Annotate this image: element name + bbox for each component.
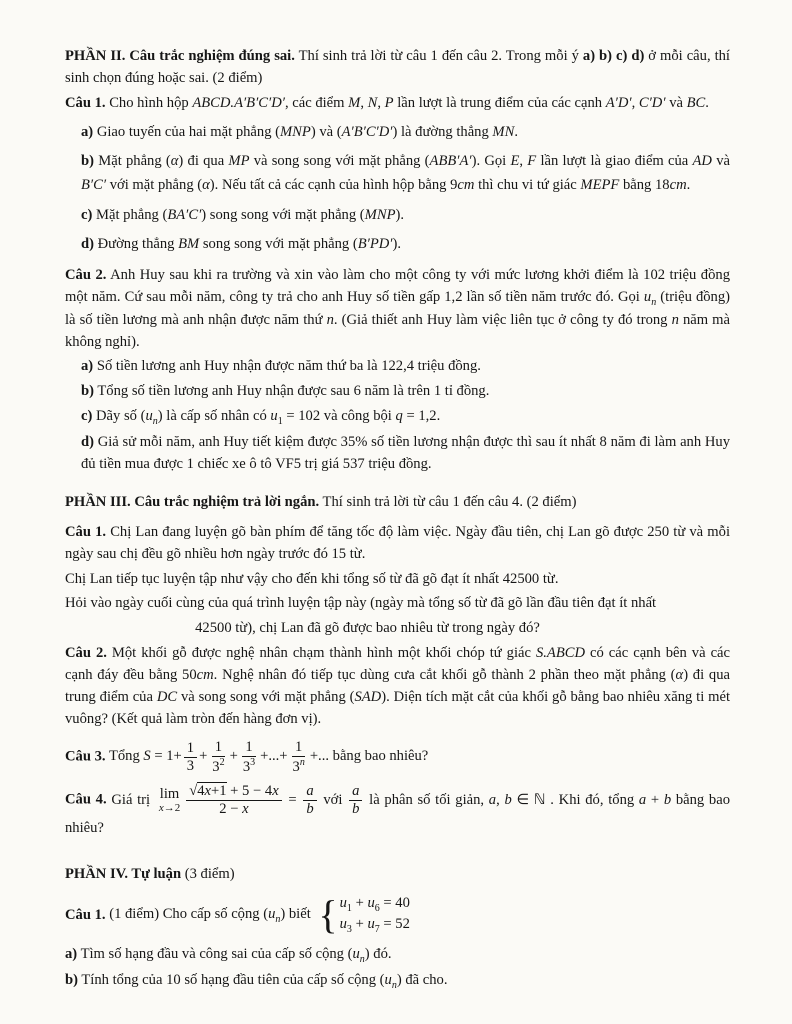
- question-label: Câu 2.: [65, 645, 107, 662]
- item-label: d): [81, 434, 94, 451]
- question-label: Câu 1.: [65, 906, 106, 923]
- item-text: Giao tuyến của hai mặt phẳng (MNP) và (A′B′C′D′) là đường thẳng MN.: [96, 123, 518, 140]
- part2-q1-item-b: [65, 150, 730, 197]
- part3-q1-line4: [65, 618, 730, 640]
- part3-heading-instructions: Thí sinh trả lời từ câu 1 đến câu 4. (2 điểm): [322, 493, 577, 510]
- part2-heading: [65, 46, 730, 90]
- part2-heading-title: PHẦN II. Câu trắc nghiệm đúng sai.: [65, 48, 295, 64]
- part2-q1-item-a: [65, 121, 730, 145]
- part3-q4-stem: [65, 783, 730, 839]
- part2-q2-item-c: [65, 406, 730, 429]
- question-label: Câu 2.: [65, 266, 107, 283]
- item-text: Đường thẳng BM song song với mặt phẳng (B′PD′).: [97, 236, 401, 253]
- part2-q1-item-c: [65, 204, 730, 228]
- part3-q2-stem: [65, 643, 730, 731]
- question-formula: Giá trị lim x→2 $\frac{√4x+1 + 5 - 4x}{2 - x}$ = $\frac{a}{b}$ với $\frac{a}{b}$ là phân số tối giản, a, b ∈ ℕ . Khi đó, tổng a + b bằng bao nhiêu?: [65, 783, 731, 836]
- item-label: b): [81, 383, 94, 400]
- question-text: Một khối gỗ được nghệ nhân chạm thành hình một khối chóp tứ giác S.ABCD có các cạnh bên và các cạnh đáy đều bằng 50cm. Nghệ nhân đó tiếp tục dùng cưa cắt khối gỗ thành 2 phần theo mặt phẳng (α) đi qua trung điểm của DC và song song với mặt phẳng (SAD). Diện tích mặt cắt của khối gỗ bằng bao nhiêu xăng ti mét vuông? (Kết quả làm tròn đến hàng đơn vị).: [65, 645, 731, 727]
- question-label: Câu 1.: [65, 94, 106, 111]
- part2-q1-stem: [65, 93, 730, 115]
- item-text: Dãy số $(u_n)$ là cấp số nhân có $u_1 = 102$ và công bội q = 1,2.: [96, 408, 441, 428]
- question-text: Chị Lan tiếp tục luyện tập như vậy cho đến khi tổng số từ đã gõ đạt ít nhất 42500 từ.: [65, 570, 559, 587]
- item-label: b): [81, 153, 94, 170]
- part4-heading-title: PHẦN IV. Tự luận: [65, 865, 182, 882]
- item-label: c): [81, 408, 93, 425]
- item-label: a): [65, 946, 78, 963]
- part2-q1-item-d: [65, 233, 730, 257]
- question-text: Cho hình hộp ABCD.A′B′C′D′, các điểm M, N, P lần lượt là trung điểm của các cạnh A′D′, C′D′ và BC.: [109, 94, 709, 111]
- part3-q1-stem: [65, 522, 730, 566]
- question-label: Câu 4.: [65, 791, 107, 808]
- part3-q3-stem: [65, 739, 730, 775]
- item-label: c): [81, 206, 93, 223]
- part4-heading: [65, 864, 730, 886]
- part4-q1-stem: [65, 894, 730, 937]
- question-label: Câu 3.: [65, 748, 106, 765]
- part3-q1-line2: [65, 569, 730, 591]
- part2-q2-item-d: [65, 432, 730, 476]
- item-label: b): [65, 972, 78, 989]
- part2-q2-item-a: [65, 356, 730, 378]
- item-text: Mặt phẳng (α) đi qua MP và song song với mặt phẳng (ABB′A′). Gọi E, F lần lượt là giao điểm của AD và B′C′ với mặt phẳng (α). Nếu tất cả các cạnh của hình hộp bằng 9cm thì chu vi tứ giác MEPF bằng 18cm.: [81, 153, 730, 193]
- question-formula: (1 điểm) Cho cấp số cộng $(u_n)$ biết { $u_1 + u_6 = 40$ $u_3 + u_7 = 52$: [109, 892, 410, 937]
- part4-q1-item-b: [65, 970, 730, 993]
- item-text: Mặt phẳng (BA′C′) song song với mặt phẳng (MNP).: [96, 206, 404, 223]
- item-text: Tổng số tiền lương anh Huy nhận được sau 6 năm là trên 1 tỉ đồng.: [97, 383, 490, 400]
- part4-q1-item-a: [65, 944, 730, 967]
- part2-heading-instructions: Thí sinh trả lời từ câu 1 đến câu 2. Trong mỗi ý a) b) c) d) ở mỗi câu, thí sinh chọn đúng hoặc sai. (2 điểm): [65, 48, 730, 86]
- question-text: Chị Lan đang luyện gõ bàn phím để tăng tốc độ làm việc. Ngày đầu tiên, chị Lan gõ được 250 từ và mỗi ngày sau chị đều gõ nhiều hơn ngày trước đó 15 từ.: [65, 523, 730, 562]
- item-label: a): [81, 358, 94, 375]
- question-text: Anh Huy sau khi ra trường và xin vào làm cho một công ty với mức lương khởi điểm là 102 triệu đồng một năm. Cứ sau mỗi năm, công ty trả cho anh Huy số tiền gấp 1,2 lần số tiền năm trước đó. Gọi $u_n$ (triệu đồng) là số tiền lương mà anh nhận được năm thứ n. (Giả thiết anh Huy làm việc liên tục ở công ty đó trong n năm mà không nghỉ).: [65, 266, 730, 350]
- part3-heading-title: PHẦN III. Câu trắc nghiệm trả lời ngắn.: [65, 493, 320, 510]
- item-label: d): [81, 236, 94, 253]
- part2-q2-item-b: [65, 381, 730, 403]
- question-label: Câu 1.: [65, 523, 107, 540]
- part3-q1-line3: [65, 593, 730, 615]
- item-text: Tìm số hạng đầu và công sai của cấp số cộng $(u_n)$ đó.: [80, 946, 392, 966]
- part3-heading: [65, 492, 730, 514]
- question-text: Hỏi vào ngày cuối cùng của quá trình luyện tập này (ngày mà tổng số từ đã gõ lần đầu tiên đạt ít nhất: [65, 595, 657, 612]
- part4-heading-points: (3 điểm): [184, 865, 235, 882]
- part2-q2-stem: [65, 265, 730, 354]
- question-text: 42500 từ), chị Lan đã gõ được bao nhiêu từ trong ngày đó?: [195, 620, 540, 637]
- item-text: Số tiền lương anh Huy nhận được năm thứ ba là 122,4 triệu đồng.: [96, 358, 481, 375]
- item-text: Giả sử mỗi năm, anh Huy tiết kiệm được 35% số tiền lương nhận được thì sau ít nhất 8 năm đi làm anh Huy đủ tiền mua được 1 chiếc xe ô tô VF5 trị giá 537 triệu đồng.: [81, 434, 730, 473]
- item-text: Tính tổng của 10 số hạng đầu tiên của cấp số cộng $(u_n)$ đã cho.: [81, 972, 448, 992]
- item-label: a): [81, 123, 94, 140]
- question-formula: Tổng S = 1+ $\frac{1}{3}$ + $\frac{1}{3^2}$ + $\frac{1}{3^3}$ +...+ $\frac{1}{3^n}$ +... bằng bao nhiêu?: [108, 738, 429, 775]
